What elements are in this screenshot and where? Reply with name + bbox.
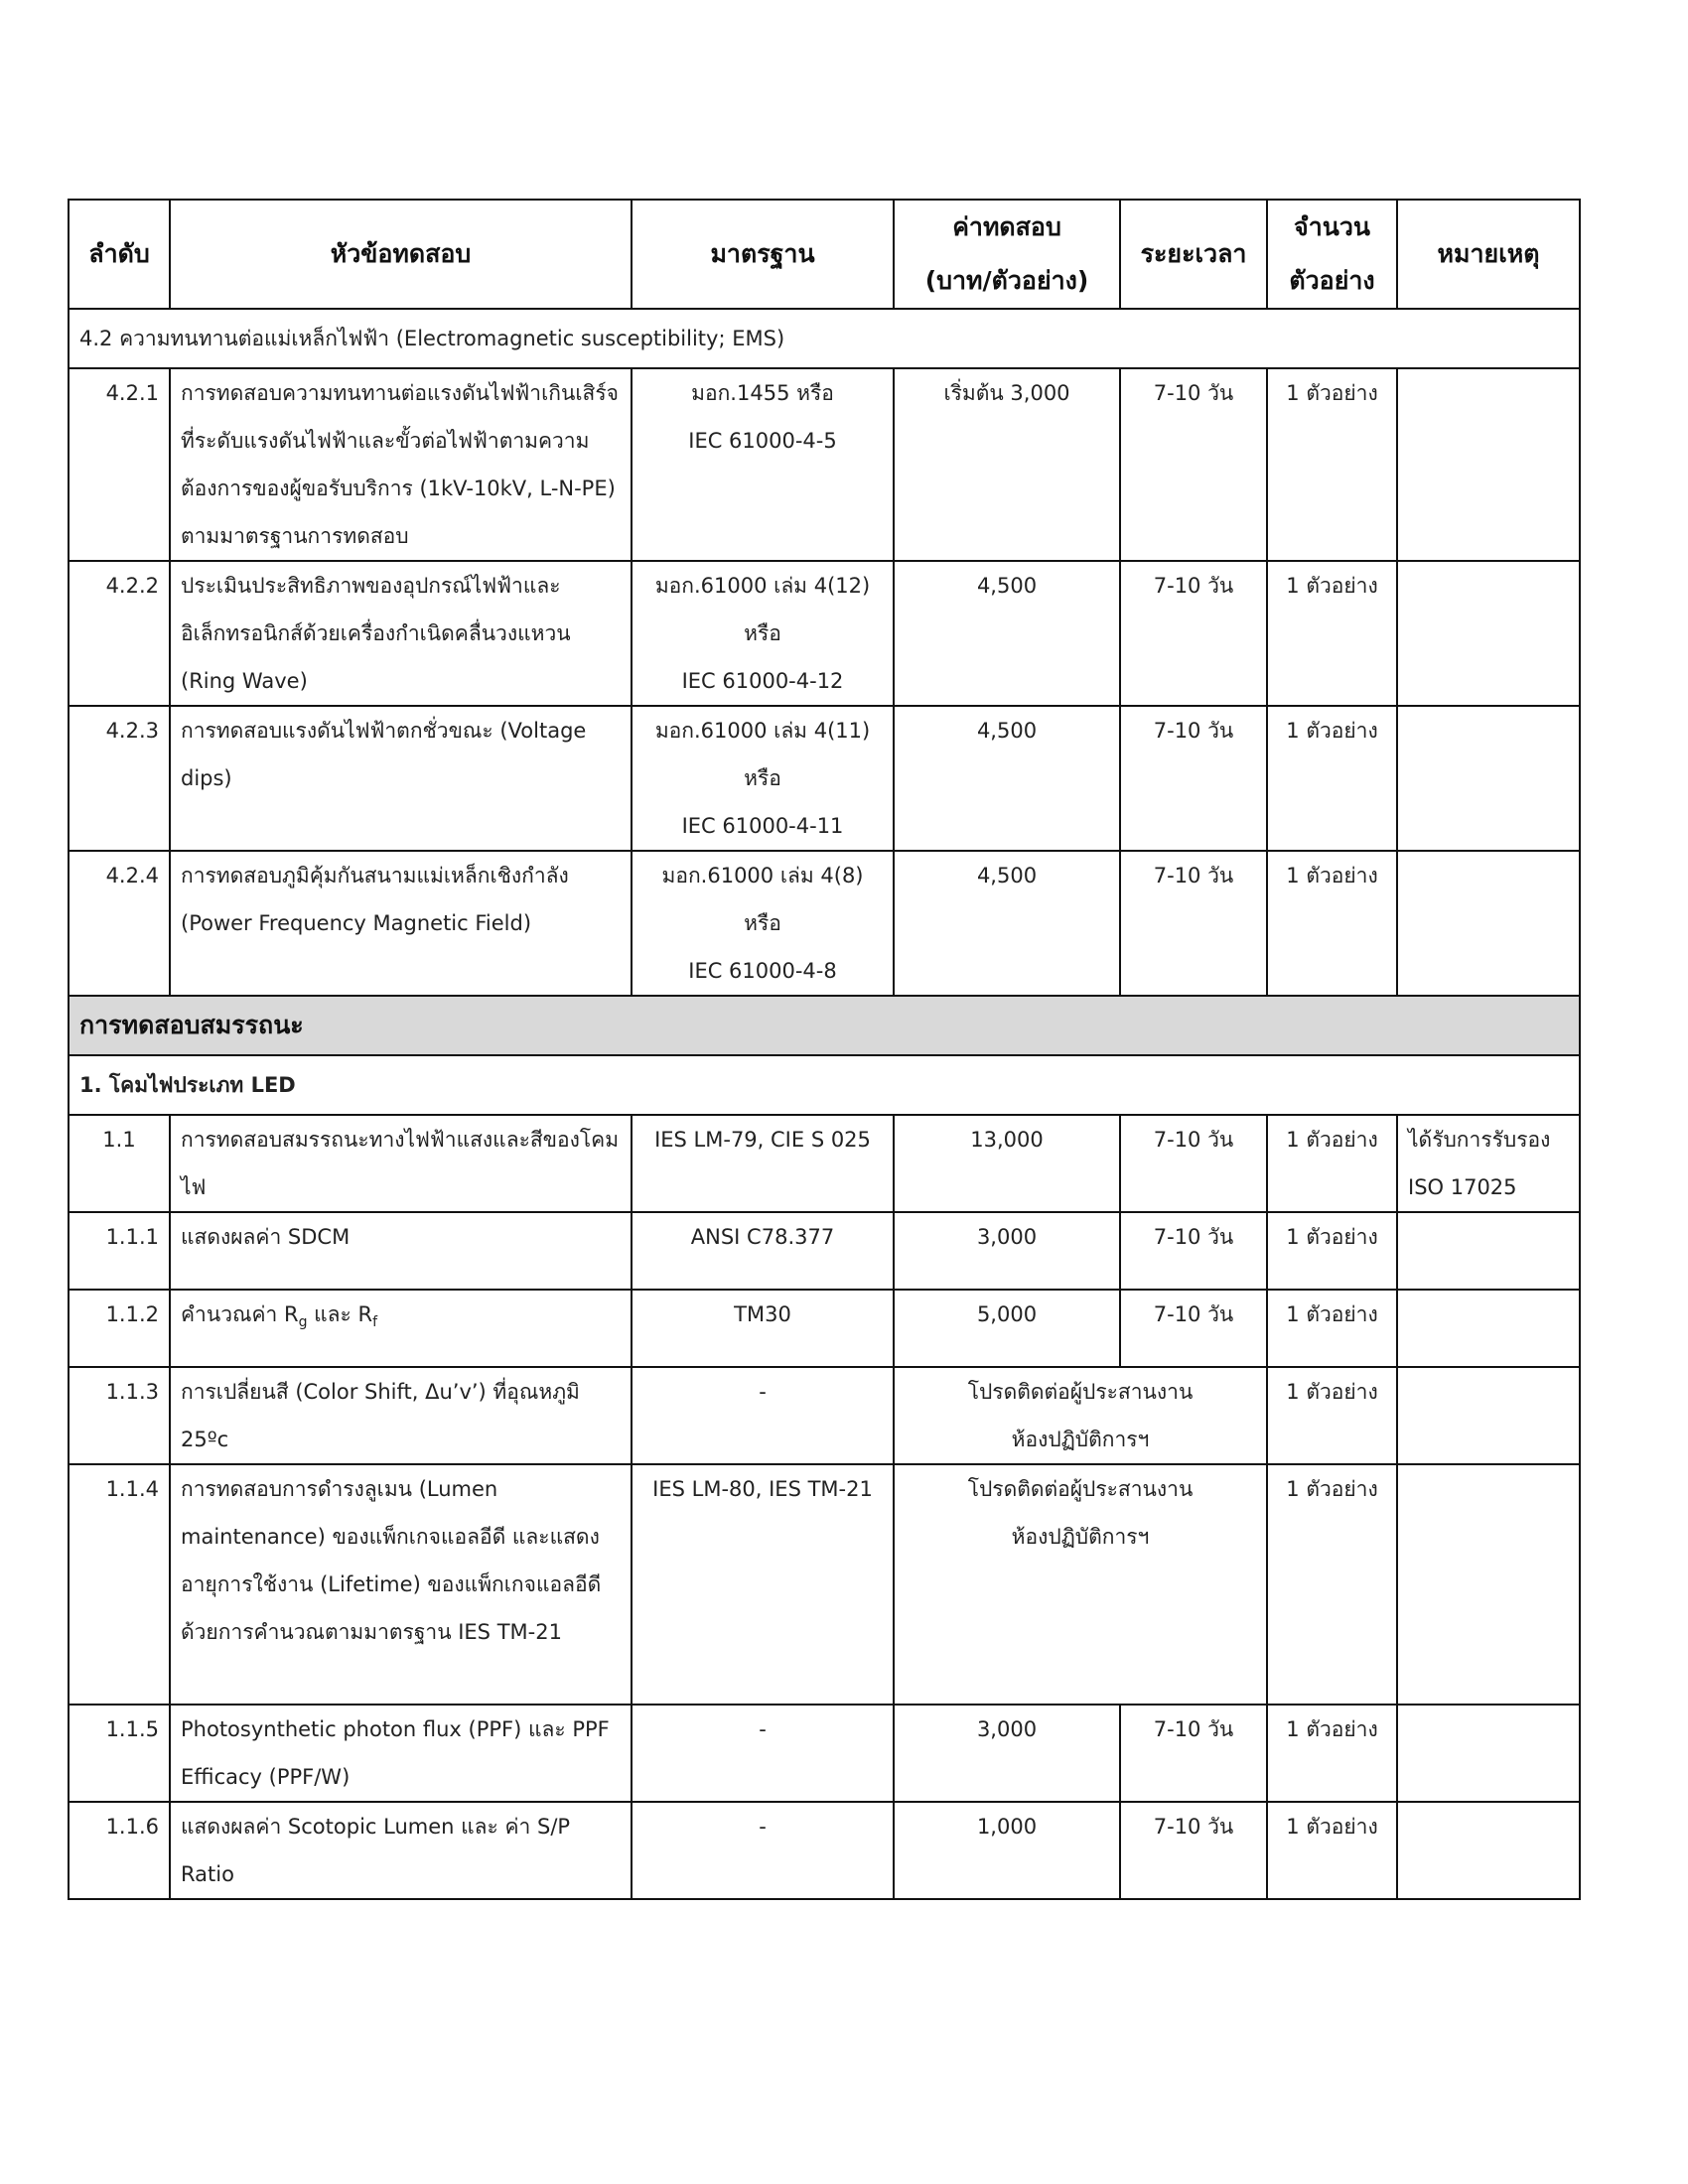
row-remark (1397, 1464, 1580, 1705)
row-duration: 7-10 วัน (1120, 1705, 1267, 1802)
row-remark (1397, 561, 1580, 706)
table-row (69, 1367, 1580, 1464)
table-row (69, 1705, 1580, 1802)
row-item: การทดสอบสมรรถนะทางไฟฟ้าแสงและสีของโคมไฟ (170, 1115, 632, 1212)
row-fee: 4,500 (894, 561, 1120, 706)
row-samples: 1 ตัวอย่าง (1267, 706, 1397, 851)
row-remark (1397, 1705, 1580, 1802)
row-samples: 1 ตัวอย่าง (1267, 1802, 1397, 1899)
row-samples: 1 ตัวอย่าง (1267, 1367, 1397, 1464)
row-samples: 1 ตัวอย่าง (1267, 368, 1397, 561)
row-remark (1397, 1212, 1580, 1290)
row-no: 4.2.2 (69, 561, 170, 706)
row-duration: 7-10 วัน (1120, 851, 1267, 996)
row-item: ประเมินประสิทธิภาพของอุปกรณ์ไฟฟ้าและอิเล็กทรอนิกส์ด้วยเครื่องกำเนิดคลื่นวงแหวน (Ring Wave) (170, 561, 632, 706)
row-fee: 4,500 (894, 851, 1120, 996)
header-item: หัวข้อทดสอบ (170, 200, 632, 309)
row-no: 1.1.2 (69, 1290, 170, 1367)
header-remark: หมายเหตุ (1397, 200, 1580, 309)
row-no: 1.1.6 (69, 1802, 170, 1899)
row-duration: 7-10 วัน (1120, 1290, 1267, 1367)
subscript-f: f (372, 1314, 378, 1331)
row-item: แสดงผลค่า Scotopic Lumen และ ค่า S/P Ratio (170, 1802, 632, 1899)
subscript-g: g (298, 1314, 308, 1331)
row-fee: 3,000 (894, 1705, 1120, 1802)
table-row (69, 368, 1580, 561)
row-remark (1397, 1290, 1580, 1367)
row-duration: 7-10 วัน (1120, 368, 1267, 561)
row-duration: 7-10 วัน (1120, 706, 1267, 851)
row-fee-duration: โปรดติดต่อผู้ประสานงาน ห้องปฏิบัติการฯ (894, 1464, 1267, 1705)
table-row (69, 1212, 1580, 1290)
table-row (69, 851, 1580, 996)
row-standard: - (632, 1802, 894, 1899)
row-standard: IES LM-80, IES TM-21 (632, 1464, 894, 1705)
header-duration: ระยะเวลา (1120, 200, 1267, 309)
row-item: การเปลี่ยนสี (Color Shift, Δu’v’) ที่อุณหภูมิ 25ºc (170, 1367, 632, 1464)
header-standard: มาตรฐาน (632, 200, 894, 309)
group-title-ems: 4.2 ความทนทานต่อแม่เหล็กไฟฟ้า (Electromagnetic susceptibility; EMS) (69, 309, 1580, 368)
row-no: 1.1 (69, 1115, 170, 1212)
row-standard: - (632, 1705, 894, 1802)
row-remark (1397, 706, 1580, 851)
section-title-performance: การทดสอบสมรรถนะ (69, 996, 1580, 1055)
row-fee: 4,500 (894, 706, 1120, 851)
row-item: การทดสอบแรงดันไฟฟ้าตกชั่วขณะ (Voltage dips) (170, 706, 632, 851)
row-standard: มอก.61000 เล่ม 4(8) หรือ IEC 61000-4-8 (632, 851, 894, 996)
row-remark: ได้รับการรับรอง ISO 17025 (1397, 1115, 1580, 1212)
row-item: การทดสอบการดำรงลูเมน (Lumen maintenance) ของแพ็กเกจแอลอีดี และแสดงอายุการใช้งาน (Lifetime) ของแพ็กเกจแอลอีดี ด้วยการคำนวณตามมาตรฐาน IES TM-21 (170, 1464, 632, 1705)
header-samples: จำนวน ตัวอย่าง (1267, 200, 1397, 309)
test-fee-table (68, 199, 1581, 1900)
group-row-ems (69, 309, 1580, 368)
row-fee: 13,000 (894, 1115, 1120, 1212)
row-standard: - (632, 1367, 894, 1464)
row-no: 1.1.5 (69, 1705, 170, 1802)
row-fee: เริ่มต้น 3,000 (894, 368, 1120, 561)
section-row-performance (69, 996, 1580, 1055)
row-item: การทดสอบภูมิคุ้มกันสนามแม่เหล็กเชิงกำลัง (Power Frequency Magnetic Field) (170, 851, 632, 996)
row-no: 1.1.1 (69, 1212, 170, 1290)
row-duration: 7-10 วัน (1120, 561, 1267, 706)
row-standard: ANSI C78.377 (632, 1212, 894, 1290)
row-fee: 1,000 (894, 1802, 1120, 1899)
row-standard: TM30 (632, 1290, 894, 1367)
row-item: การทดสอบความทนทานต่อแรงดันไฟฟ้าเกินเสิร์จที่ระดับแรงดันไฟฟ้าและขั้วต่อไฟฟ้าตามความต้องการของผู้ขอรับบริการ (1kV-10kV, L-N-PE) ตามมาตรฐานการทดสอบ (170, 368, 632, 561)
table-row (69, 561, 1580, 706)
row-samples: 1 ตัวอย่าง (1267, 1464, 1397, 1705)
item-mid: และ R (307, 1302, 373, 1326)
table-row (69, 706, 1580, 851)
table-row (69, 1464, 1580, 1705)
row-remark (1397, 851, 1580, 996)
subsection-row-led (69, 1055, 1580, 1115)
header-row (69, 200, 1580, 309)
row-standard: มอก.61000 เล่ม 4(11) หรือ IEC 61000-4-11 (632, 706, 894, 851)
header-fee: ค่าทดสอบ (บาท/ตัวอย่าง) (894, 200, 1120, 309)
row-fee: 5,000 (894, 1290, 1120, 1367)
row-fee: 3,000 (894, 1212, 1120, 1290)
row-standard: มอก.1455 หรือ IEC 61000-4-5 (632, 368, 894, 561)
item-prefix: คำนวณค่า R (181, 1302, 299, 1326)
row-standard: IES LM-79, CIE S 025 (632, 1115, 894, 1212)
row-samples: 1 ตัวอย่าง (1267, 561, 1397, 706)
row-item (170, 1290, 632, 1367)
row-remark (1397, 368, 1580, 561)
row-no: 4.2.4 (69, 851, 170, 996)
table-row (69, 1290, 1580, 1367)
subsection-title-led: 1. โคมไฟประเภท LED (69, 1055, 1580, 1115)
row-samples: 1 ตัวอย่าง (1267, 1705, 1397, 1802)
row-item: แสดงผลค่า SDCM (170, 1212, 632, 1290)
row-fee-duration: โปรดติดต่อผู้ประสานงาน ห้องปฏิบัติการฯ (894, 1367, 1267, 1464)
row-duration: 7-10 วัน (1120, 1115, 1267, 1212)
header-no: ลำดับ (69, 200, 170, 309)
row-duration: 7-10 วัน (1120, 1212, 1267, 1290)
row-samples: 1 ตัวอย่าง (1267, 1212, 1397, 1290)
table-row (69, 1115, 1580, 1212)
row-samples: 1 ตัวอย่าง (1267, 851, 1397, 996)
row-no: 1.1.4 (69, 1464, 170, 1705)
row-standard: มอก.61000 เล่ม 4(12) หรือ IEC 61000-4-12 (632, 561, 894, 706)
row-no: 4.2.1 (69, 368, 170, 561)
row-item: Photosynthetic photon flux (PPF) และ PPF Efficacy (PPF/W) (170, 1705, 632, 1802)
row-remark (1397, 1367, 1580, 1464)
table-row (69, 1802, 1580, 1899)
row-remark (1397, 1802, 1580, 1899)
row-samples: 1 ตัวอย่าง (1267, 1290, 1397, 1367)
row-no: 1.1.3 (69, 1367, 170, 1464)
row-samples: 1 ตัวอย่าง (1267, 1115, 1397, 1212)
row-no: 4.2.3 (69, 706, 170, 851)
row-duration: 7-10 วัน (1120, 1802, 1267, 1899)
